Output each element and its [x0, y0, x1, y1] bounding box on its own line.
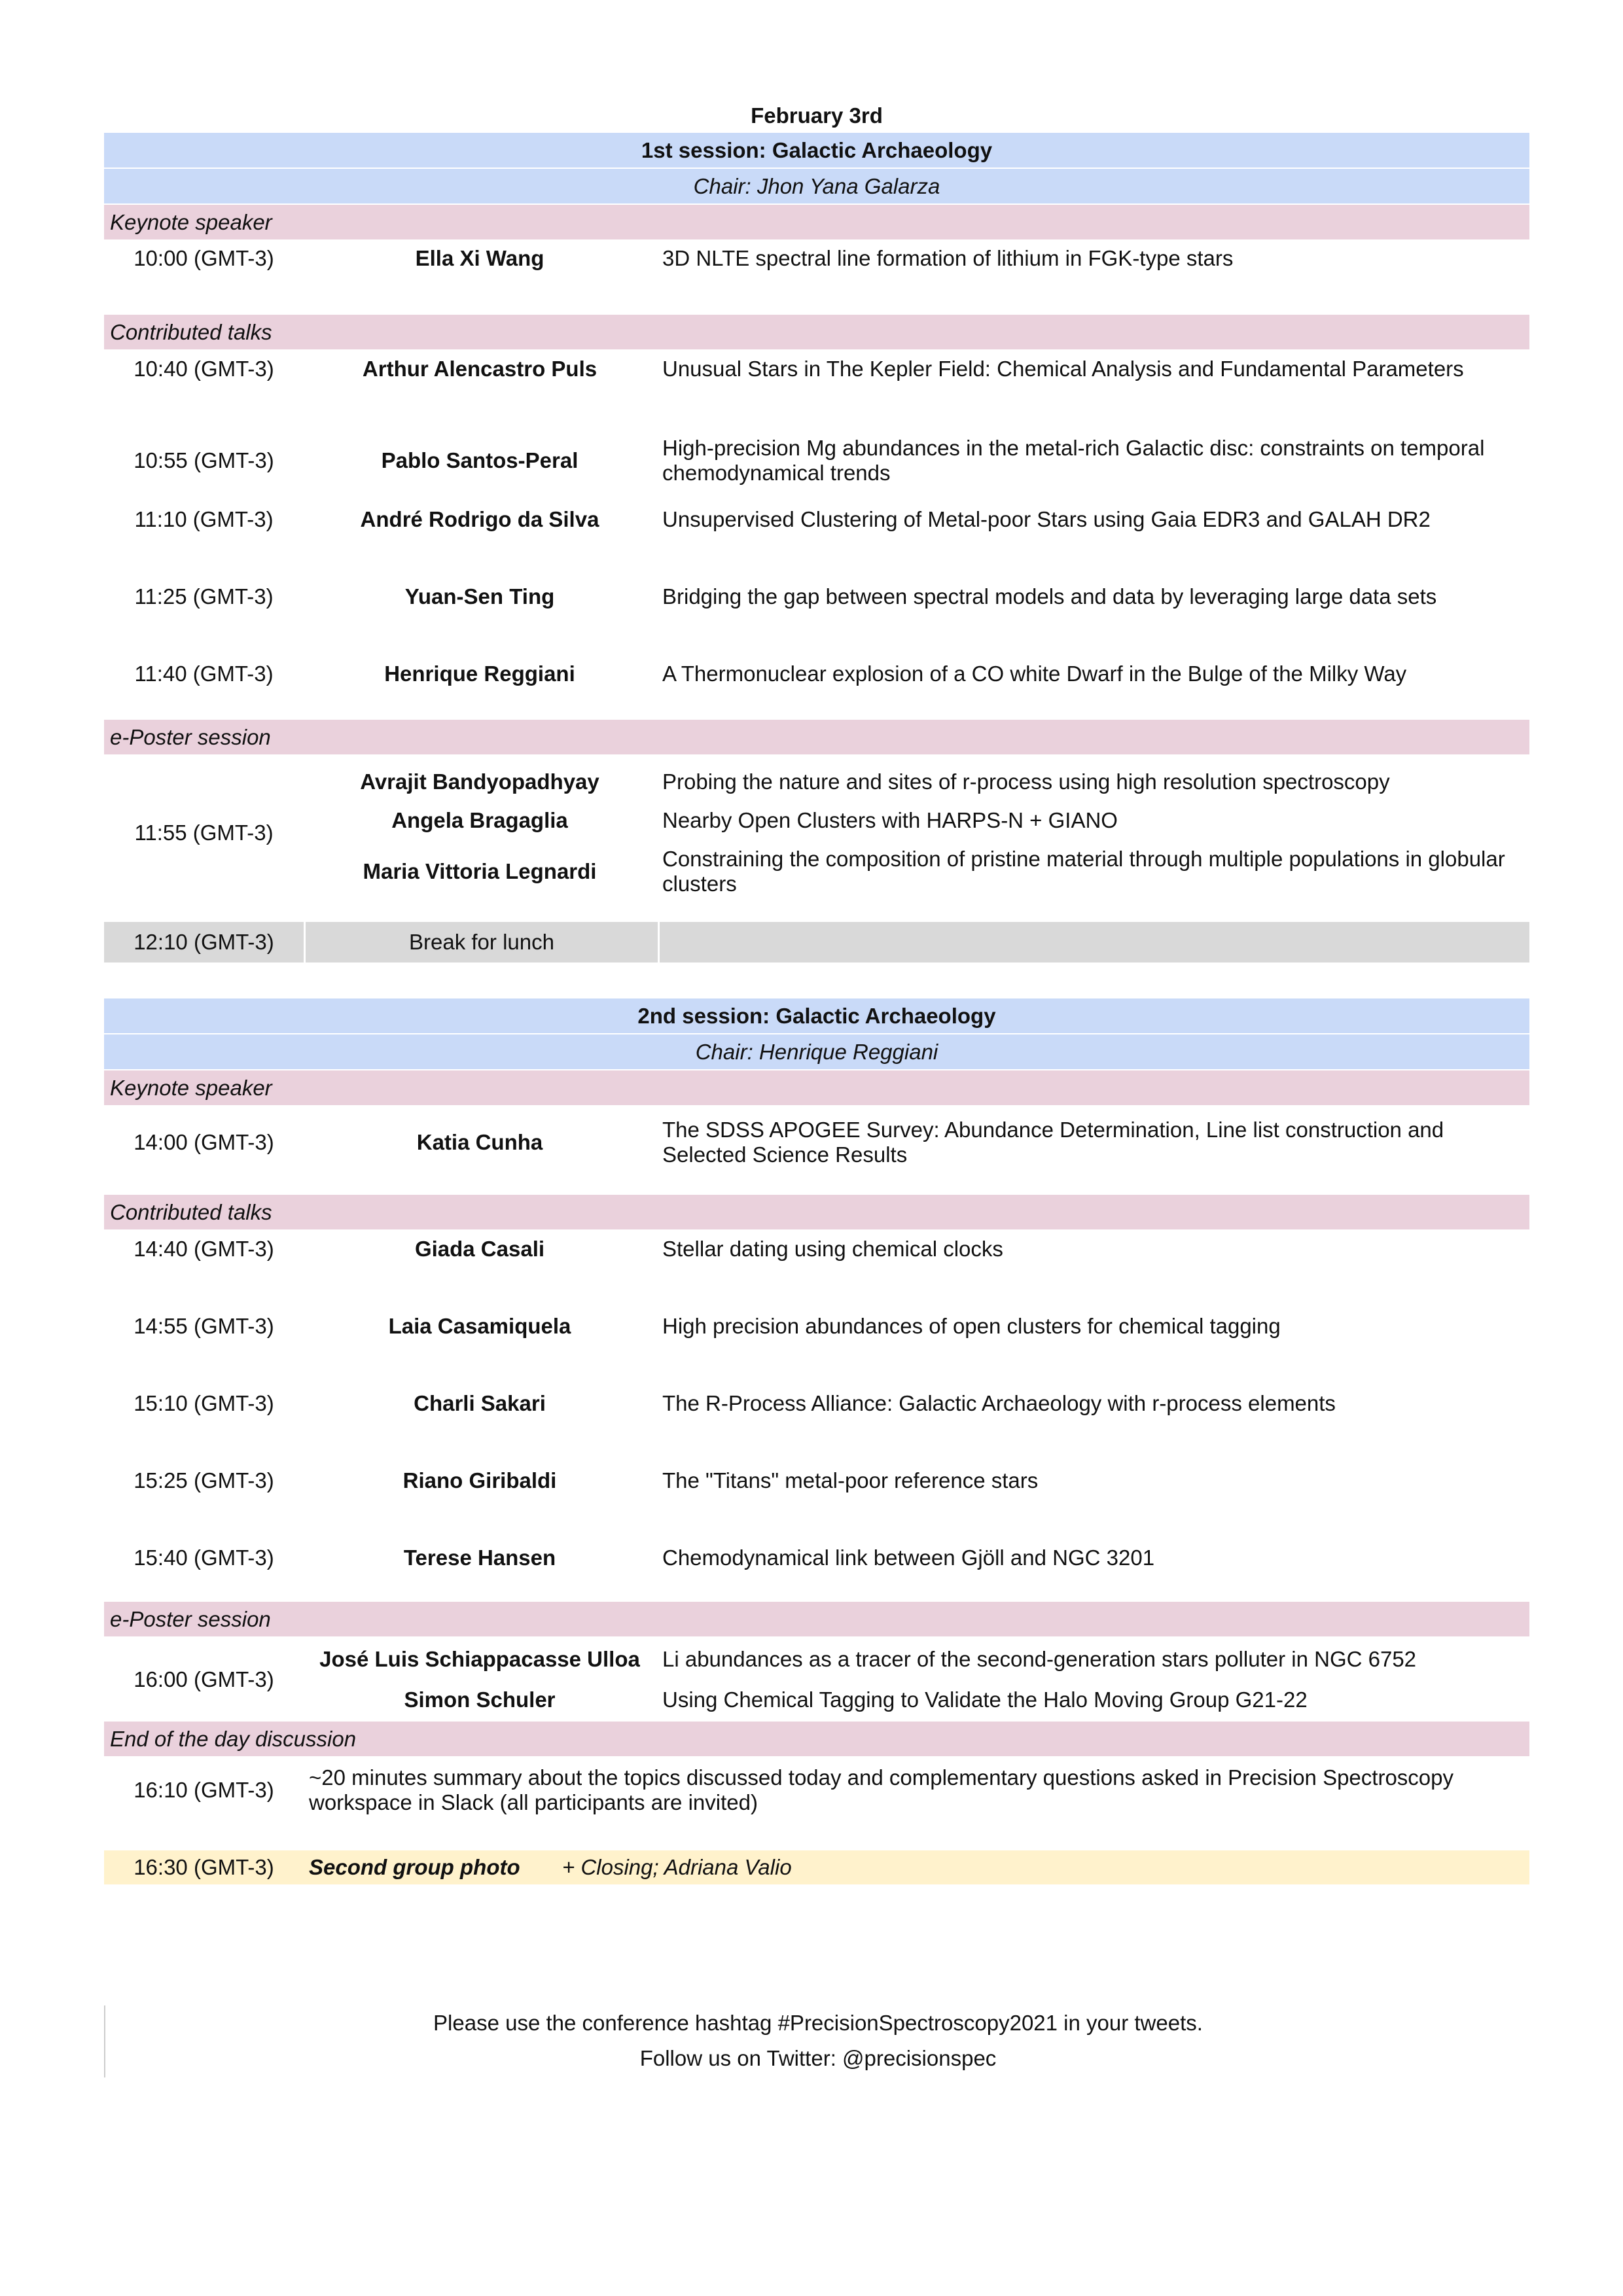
- poster-title: Using Chemical Tagging to Validate the Halo Moving Group G21-22: [662, 1687, 1308, 1712]
- talk-time: 11:25 (GMT-3): [134, 584, 274, 609]
- talk-title: The SDSS APOGEE Survey: Abundance Determination, Line list construction and Selected Science Results: [662, 1118, 1444, 1167]
- talk-time: 10:55 (GMT-3): [134, 448, 274, 472]
- keynote-row: [104, 241, 1529, 275]
- footer-twitter: Follow us on Twitter: @precisionspec: [639, 2046, 997, 2070]
- talk-title: Unusual Stars in The Kepler Field: Chemical Analysis and Fundamental Parameters: [662, 357, 1464, 381]
- talk-title: Stellar dating using chemical clocks: [662, 1237, 1003, 1261]
- talk-row: [104, 1308, 1529, 1385]
- schedule-date: February 3rd: [751, 103, 883, 128]
- talk-title: The "Titans" metal-poor reference stars: [662, 1468, 1039, 1492]
- photo-row: [104, 1850, 1529, 1884]
- talk-row: [104, 351, 1529, 428]
- discussion-text: ~20 minutes summary about the topics discussed today and complementary questions asked in Precision Spectroscopy workspace in Slack (all participants are invited): [309, 1765, 1454, 1814]
- talk-time: 14:40 (GMT-3): [134, 1237, 274, 1261]
- spacer: [104, 275, 1529, 315]
- talk-speaker: Arthur Alencastro Puls: [362, 357, 597, 381]
- talk-title: High precision abundances of open clusters for chemical tagging: [662, 1314, 1281, 1338]
- photo-extra: + Closing; Adriana Valio: [562, 1855, 792, 1879]
- poster-title: Nearby Open Clusters with HARPS-N + GIANO: [662, 808, 1118, 832]
- spacer: [104, 1178, 1529, 1195]
- talk-speaker: Laia Casamiquela: [388, 1314, 571, 1338]
- discussion-row: [104, 1757, 1529, 1823]
- talk-time: 14:55 (GMT-3): [134, 1314, 274, 1338]
- lunch-time: 12:10 (GMT-3): [104, 922, 306, 963]
- session-1-chair: Chair: Jhon Yana Galarza: [104, 169, 1529, 203]
- lunch-label: Break for lunch: [306, 922, 660, 963]
- photo-time: 16:30 (GMT-3): [134, 1855, 274, 1879]
- talk-time: 15:40 (GMT-3): [134, 1545, 274, 1570]
- poster-time: 11:55 (GMT-3): [134, 821, 274, 845]
- footer: [104, 2005, 1531, 2077]
- poster-item: [304, 1639, 1529, 1680]
- talk-title: Chemodynamical link between Gjöll and NGC 3201: [662, 1545, 1155, 1570]
- poster-speaker: Angela Bragaglia: [391, 808, 568, 832]
- session-1-title: 1st session: Galactic Archaeology: [104, 133, 1529, 168]
- spacer: [104, 1823, 1529, 1850]
- poster-list: [304, 1639, 1529, 1720]
- talk-speaker: André Rodrigo da Silva: [360, 507, 599, 531]
- talk-row: [104, 1385, 1529, 1462]
- poster-speaker: Simon Schuler: [404, 1687, 556, 1712]
- keynote-row: [104, 1106, 1529, 1178]
- talk-time: 10:40 (GMT-3): [134, 357, 274, 381]
- schedule-sheet: [104, 97, 1529, 1884]
- poster-label: e-Poster session: [104, 1602, 1529, 1636]
- talk-time: 10:00 (GMT-3): [134, 245, 274, 270]
- talk-row: [104, 1462, 1529, 1540]
- talk-speaker: Terese Hansen: [403, 1545, 556, 1570]
- discussion-time: 16:10 (GMT-3): [134, 1778, 274, 1802]
- poster-item: [304, 839, 1529, 904]
- session-2-title: 2nd session: Galactic Archaeology: [104, 998, 1529, 1033]
- talk-speaker: Katia Cunha: [416, 1130, 543, 1154]
- talk-time: 15:10 (GMT-3): [134, 1391, 274, 1415]
- talk-speaker: Pablo Santos-Peral: [381, 448, 579, 472]
- keynote-label: Keynote speaker: [104, 205, 1529, 239]
- poster-item: [304, 762, 1529, 802]
- talk-speaker: Riano Giribaldi: [402, 1468, 557, 1492]
- talk-title: Unsupervised Clustering of Metal-poor Stars using Gaia EDR3 and GALAH DR2: [662, 507, 1431, 531]
- poster-title: Constraining the composition of pristine material through multiple populations in globular clusters: [662, 847, 1505, 896]
- talk-title: High-precision Mg abundances in the metal-rich Galactic disc: constraints on temporal chemodynamical trends: [662, 436, 1485, 485]
- poster-speaker: Maria Vittoria Legnardi: [363, 859, 597, 883]
- keynote-label: Keynote speaker: [104, 1070, 1529, 1105]
- talk-row: [104, 428, 1529, 493]
- talk-row: [104, 648, 1529, 720]
- poster-block: [104, 756, 1529, 910]
- talk-speaker: Charli Sakari: [414, 1391, 546, 1415]
- talk-time: 11:40 (GMT-3): [134, 662, 274, 686]
- talk-time: 14:00 (GMT-3): [134, 1130, 274, 1154]
- poster-speaker: Avrajit Bandyopadhyay: [360, 769, 599, 794]
- talk-speaker: Giada Casali: [414, 1237, 545, 1261]
- poster-time: 16:00 (GMT-3): [134, 1667, 274, 1691]
- poster-item: [304, 1680, 1529, 1720]
- poster-item: [304, 802, 1529, 839]
- footer-hashtag: Please use the conference hashtag #PrecisionSpectroscopy2021 in your tweets.: [433, 2011, 1203, 2035]
- talk-title: 3D NLTE spectral line formation of lithium in FGK-type stars: [662, 245, 1234, 270]
- talk-time: 15:25 (GMT-3): [134, 1468, 274, 1492]
- poster-block: [104, 1638, 1529, 1722]
- talk-row: [104, 1231, 1529, 1308]
- session-2-chair: Chair: Henrique Reggiani: [104, 1034, 1529, 1069]
- contributed-label: Contributed talks: [104, 315, 1529, 349]
- talk-speaker: Yuan-Sen Ting: [404, 584, 555, 609]
- poster-title: Li abundances as a tracer of the second-generation stars polluter in NGC 6752: [662, 1647, 1417, 1671]
- talk-time: 11:10 (GMT-3): [134, 507, 274, 531]
- lunch-empty-cell: [660, 922, 1529, 963]
- talk-title: Bridging the gap between spectral models and data by leveraging large data sets: [662, 584, 1437, 609]
- poster-speaker: José Luis Schiappacasse Ulloa: [319, 1647, 640, 1671]
- poster-label: e-Poster session: [104, 720, 1529, 754]
- spacer: [104, 963, 1529, 998]
- talk-speaker: Ella Xi Wang: [415, 245, 544, 270]
- spacer: [104, 910, 1529, 922]
- talk-row: [104, 493, 1529, 571]
- contributed-label: Contributed talks: [104, 1195, 1529, 1229]
- talk-row: [104, 1540, 1529, 1602]
- talk-title: A Thermonuclear explosion of a CO white Dwarf in the Bulge of the Milky Way: [662, 662, 1407, 686]
- photo-label: Second group photo: [309, 1855, 520, 1879]
- lunch-row: [104, 922, 1529, 963]
- discussion-label: End of the day discussion: [104, 1722, 1529, 1756]
- poster-list: [304, 762, 1529, 904]
- poster-title: Probing the nature and sites of r-process using high resolution spectroscopy: [662, 769, 1390, 794]
- talk-row: [104, 571, 1529, 648]
- talk-speaker: Henrique Reggiani: [384, 662, 575, 686]
- talk-title: The R-Process Alliance: Galactic Archaeology with r-process elements: [662, 1391, 1336, 1415]
